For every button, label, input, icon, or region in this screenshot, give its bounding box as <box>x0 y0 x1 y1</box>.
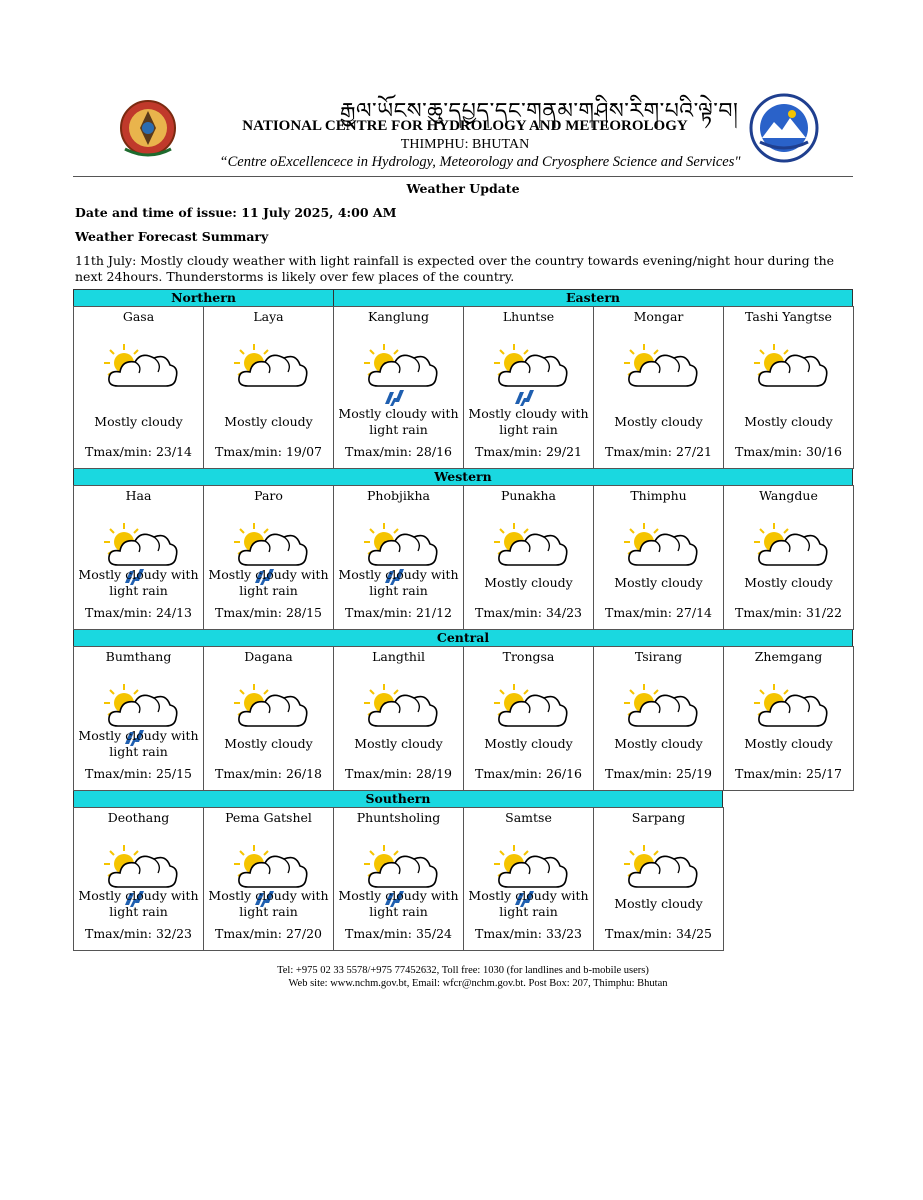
temperature-range: Tmax/min: 24/13 <box>84 605 192 620</box>
temperature-range: Tmax/min: 27/14 <box>604 605 712 620</box>
sun-cloud-icon <box>494 521 568 581</box>
forecast-cell <box>203 646 334 791</box>
station-name: Mongar <box>633 309 684 324</box>
station-name: Thimphu <box>630 488 687 503</box>
forecast-cell <box>463 646 594 791</box>
contact-web-email: Web site: www.nchm.gov.bt, Email: wfcr@nchm.gov.bt. Post Box: 207, Thimphu: Bhutan <box>288 978 668 989</box>
nchm-logo-icon <box>748 92 820 164</box>
station-name: Phobjikha <box>367 488 430 503</box>
forecast-cell <box>463 807 594 951</box>
station-name: Sarpang <box>631 810 686 825</box>
forecast-cell <box>593 646 724 791</box>
forecast-cell <box>203 807 334 951</box>
sun-cloud-icon <box>234 682 308 742</box>
sun-cloud-icon <box>624 682 698 742</box>
bhutan-emblem-icon <box>115 97 181 163</box>
forecast-cell <box>463 306 594 469</box>
station-name: Lhuntse <box>502 309 555 324</box>
temperature-range: Tmax/min: 19/07 <box>214 444 322 459</box>
weather-condition: Mostly cloudy with light rain <box>468 888 589 919</box>
weather-condition: Mostly cloudy with light rain <box>338 888 459 919</box>
station-name: Gasa <box>122 309 155 324</box>
sun-cloud-icon <box>624 521 698 581</box>
station-name: Trongsa <box>502 649 555 664</box>
temperature-range: Tmax/min: 35/24 <box>344 926 452 941</box>
weather-condition: Mostly cloudy with light rain <box>78 567 199 598</box>
region-bar-central: Central <box>73 629 853 647</box>
org-location: THIMPHU: BHUTAN <box>400 137 530 152</box>
station-name: Kanglung <box>368 309 429 324</box>
forecast-cell <box>333 306 464 469</box>
weather-condition: Mostly cloudy with light rain <box>338 406 459 437</box>
forecast-cell <box>463 485 594 630</box>
sun-cloud-icon <box>754 521 828 581</box>
forecast-cell <box>723 306 854 469</box>
sun-cloud-rain-icon <box>494 342 568 402</box>
forecast-cell <box>333 485 464 630</box>
station-name: Tsirang <box>634 649 683 664</box>
forecast-cell <box>73 485 204 630</box>
temperature-range: Tmax/min: 28/15 <box>214 605 322 620</box>
temperature-range: Tmax/min: 26/18 <box>214 766 322 781</box>
station-name: Punakha <box>500 488 557 503</box>
weather-condition: Mostly cloudy <box>224 736 313 751</box>
region-bar-eastern: Eastern <box>333 289 853 307</box>
temperature-range: Tmax/min: 27/20 <box>214 926 322 941</box>
forecast-cell <box>333 807 464 951</box>
station-name: Phuntsholing <box>356 810 441 825</box>
weather-condition: Mostly cloudy with light rain <box>78 888 199 919</box>
temperature-range: Tmax/min: 33/23 <box>474 926 582 941</box>
weather-condition: Mostly cloudy <box>614 736 703 751</box>
forecast-cell <box>723 485 854 630</box>
temperature-range: Tmax/min: 25/19 <box>604 766 712 781</box>
sun-cloud-icon <box>754 342 828 402</box>
temperature-range: Tmax/min: 30/16 <box>734 444 842 459</box>
org-tagline: “Centre oExcellencece in Hydrology, Meteorology and Cryosphere Science and Services" <box>219 154 741 170</box>
sun-cloud-icon <box>754 682 828 742</box>
weather-condition: Mostly cloudy <box>354 736 443 751</box>
temperature-range: Tmax/min: 21/12 <box>344 605 452 620</box>
forecast-cell <box>73 306 204 469</box>
station-name: Pema Gatshel <box>225 810 312 825</box>
temperature-range: Tmax/min: 28/19 <box>344 766 452 781</box>
org-name: NATIONAL CENTRE FOR HYDROLOGY AND METEOROLOGY <box>242 118 688 134</box>
region-bar-southern: Southern <box>73 790 723 808</box>
region-bar-northern: Northern <box>73 289 334 307</box>
forecast-summary-text: 11th July: Mostly cloudy weather with light rainfall is expected over the country towards evening/night hour during the next 24hours. Thunderstorms is likely over few places of the country. <box>75 253 835 284</box>
temperature-range: Tmax/min: 25/17 <box>734 766 842 781</box>
issue-datetime: Date and time of issue: 11 July 2025, 4:00 AM <box>75 205 397 220</box>
weather-condition: Mostly cloudy <box>224 414 313 429</box>
temperature-range: Tmax/min: 28/16 <box>344 444 452 459</box>
contact-phone: Tel: +975 02 33 5578/+975 77452632, Toll free: 1030 (for landlines and b-mobile users) <box>277 965 649 976</box>
station-name: Wangdue <box>759 488 818 503</box>
station-name: Deothang <box>107 810 170 825</box>
sun-cloud-icon <box>624 342 698 402</box>
weather-condition: Mostly cloudy with light rain <box>338 567 459 598</box>
station-name: Bumthang <box>105 649 172 664</box>
station-name: Tashi Yangtse <box>745 309 832 324</box>
weather-condition: Mostly cloudy with light rain <box>468 406 589 437</box>
region-bar-western: Western <box>73 468 853 486</box>
weather-condition: Mostly cloudy <box>94 414 183 429</box>
temperature-range: Tmax/min: 29/21 <box>474 444 582 459</box>
temperature-range: Tmax/min: 26/16 <box>474 766 582 781</box>
weather-condition: Mostly cloudy <box>614 575 703 590</box>
weather-condition: Mostly cloudy <box>744 575 833 590</box>
weather-condition: Mostly cloudy <box>614 414 703 429</box>
sun-cloud-icon <box>104 342 178 402</box>
station-name: Samtse <box>505 810 552 825</box>
forecast-cell <box>593 306 724 469</box>
weather-condition: Mostly cloudy <box>614 896 703 911</box>
forecast-cell <box>593 485 724 630</box>
temperature-range: Tmax/min: 32/23 <box>84 926 192 941</box>
sun-cloud-icon <box>624 843 698 903</box>
sun-cloud-icon <box>364 682 438 742</box>
weather-condition: Mostly cloudy <box>744 414 833 429</box>
station-name: Paro <box>254 488 283 503</box>
weather-condition: Mostly cloudy <box>484 575 573 590</box>
document-title: Weather Update <box>406 181 520 196</box>
station-name: Haa <box>125 488 152 503</box>
forecast-cell <box>723 646 854 791</box>
sun-cloud-icon <box>494 682 568 742</box>
temperature-range: Tmax/min: 31/22 <box>734 605 842 620</box>
temperature-range: Tmax/min: 34/23 <box>474 605 582 620</box>
station-name: Laya <box>253 309 284 324</box>
header-divider <box>73 176 853 177</box>
weather-condition: Mostly cloudy with light rain <box>208 567 329 598</box>
station-name: Zhemgang <box>754 649 823 664</box>
weather-condition: Mostly cloudy with light rain <box>78 728 199 759</box>
temperature-range: Tmax/min: 25/15 <box>84 766 192 781</box>
forecast-cell <box>73 646 204 791</box>
forecast-cell <box>203 306 334 469</box>
sun-cloud-rain-icon <box>364 342 438 402</box>
temperature-range: Tmax/min: 34/25 <box>604 926 712 941</box>
weather-condition: Mostly cloudy with light rain <box>208 888 329 919</box>
temperature-range: Tmax/min: 23/14 <box>84 444 192 459</box>
station-name: Langthil <box>372 649 425 664</box>
temperature-range: Tmax/min: 27/21 <box>604 444 712 459</box>
station-name: Dagana <box>244 649 293 664</box>
weather-condition: Mostly cloudy <box>744 736 833 751</box>
forecast-cell <box>73 807 204 951</box>
forecast-cell <box>203 485 334 630</box>
forecast-cell <box>593 807 724 951</box>
weather-condition: Mostly cloudy <box>484 736 573 751</box>
sun-cloud-icon <box>234 342 308 402</box>
forecast-cell <box>333 646 464 791</box>
tibetan-org-name: རྒྱལ་ཡོངས་ཆུ་དཔྱད་དང་གནམ་གཤིས་རིག་པའི་ལྟེ་བ། <box>340 99 739 124</box>
forecast-summary-heading: Weather Forecast Summary <box>75 229 269 244</box>
